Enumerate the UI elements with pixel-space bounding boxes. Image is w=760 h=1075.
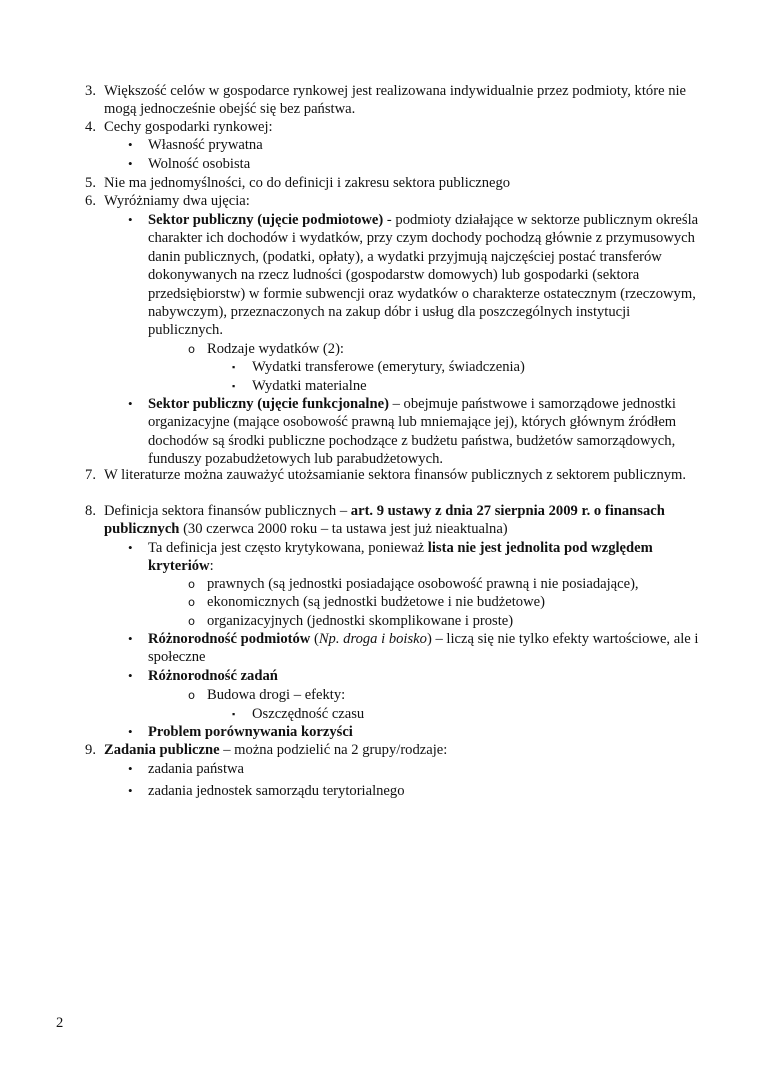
list-item-6a — [148, 211, 704, 340]
emphasis-text: Różnorodność zadań — [148, 668, 278, 684]
term-podmiotowe: Sektor publiczny (ujęcie podmiotowe) — [148, 212, 384, 228]
list-number: 6. — [85, 193, 96, 209]
list-item-8c1a: Oszczędność czasu — [252, 706, 365, 722]
list-item-8a3: organizacyjnych (jednostki skomplikowane i proste) — [207, 613, 514, 629]
definition-text: – obejmuje państwowe i samorządowe jednostki organizacyjne (mające osobowość prawną lub mniemające jej), których głównym źródłem dochodów są środki publiczne pochodzące z budżetu państwa, budżetów samorządowych, funduszy pozabudżetowych lub parabudżetowych. — [148, 396, 677, 468]
page-number: 2 — [56, 1015, 64, 1031]
list-number: 5. — [85, 175, 96, 191]
text-span: : — [209, 558, 214, 575]
emphasis-text: Problem porównywania korzyści — [148, 724, 353, 740]
circle-bullet-icon: o — [188, 614, 196, 628]
bullet-icon: • — [128, 137, 133, 152]
list-item-7: W literaturze można zauważyć utożsamianie sektora finansów publicznych z sektorem publicznym. — [104, 467, 687, 483]
bullet-icon: • — [128, 631, 133, 646]
list-item-8d — [148, 723, 704, 741]
list-item-8c — [148, 667, 704, 685]
list-item-3: Większość celów w gospodarce rynkowej jest realizowana indywidualnie przez podmioty, które nie mogą jednocześnie obejść się bez państwa. — [104, 83, 687, 118]
bullet-icon: • — [128, 156, 133, 171]
list-item-8b — [148, 630, 704, 667]
text-span: ) – liczą się nie tylko efekty wartościowe, ale i społeczne — [148, 631, 699, 666]
bullet-icon: • — [128, 783, 133, 798]
text-span: (30 czerwca 2000 roku – ta ustawa jest już nieaktualna) — [179, 521, 508, 538]
italic-text: Np. droga i boisko — [318, 631, 427, 647]
list-item-8 — [104, 502, 704, 539]
list-item-9a: zadania państwa — [148, 761, 245, 777]
list-item-6a-sub1: Wydatki transferowe (emerytury, świadczenia) — [252, 359, 525, 375]
bullet-icon: • — [128, 761, 133, 776]
bullet-icon: • — [128, 540, 133, 555]
circle-bullet-icon: o — [188, 577, 196, 591]
list-item-6a-sub2: Wydatki materialne — [252, 378, 367, 394]
emphasis-text: lista nie jest jednolita pod względem kryteriów — [148, 540, 653, 575]
circle-bullet-icon: o — [188, 688, 196, 702]
list-item-5: Nie ma jednomyślności, co do definicji i zakresu sektora publicznego — [104, 175, 511, 191]
text-span: Definicja sektora finansów publicznych – — [104, 503, 351, 519]
list-item-8a2: ekonomicznych (są jednostki budżetowe i nie budżetowe) — [207, 594, 545, 610]
legal-reference: art. 9 ustawy z dnia 27 sierpnia 2009 r. o finansach publicznych — [104, 503, 665, 538]
definition-text: - podmioty działające w sektorze publicznym określa charakter ich dochodów i wydatków, przy czym dochody pochodzą głównie z przymusowych danin publicznych, (podatki, opłaty), a wydatki przyjmują najczęściej postać transferów dokonywanych na rzecz ludności (gospodarstw domowych) lub gospodarki (sektora przedsiębiorstw) w formie subwencji oraz wydatków o charakterze ostatecznym (rzeczowym, nabywczym), przeznaczonych na zakup dóbr i usług dla poszczególnych instytucji publicznych. — [148, 212, 699, 339]
list-number: 7. — [85, 467, 96, 483]
list-number: 9. — [85, 742, 96, 758]
list-item-8a — [148, 539, 704, 576]
list-number: 4. — [85, 119, 96, 135]
list-number: 8. — [85, 503, 96, 519]
list-item-8a1: prawnych (są jednostki posiadające osobowość prawną i nie posiadające), — [207, 576, 639, 592]
text-span: ( — [310, 631, 319, 647]
square-bullet-icon: ▪ — [232, 381, 236, 391]
list-item-6: Wyróżniamy dwa ujęcia: — [104, 193, 250, 209]
list-item-8c1: Budowa drogi – efekty: — [207, 687, 346, 703]
text-span: Ta definicja jest często krytykowana, ponieważ — [148, 540, 428, 556]
square-bullet-icon: ▪ — [232, 362, 236, 372]
square-bullet-icon: ▪ — [232, 709, 236, 719]
bullet-icon: • — [128, 212, 133, 227]
list-item-6a-sub: Rodzaje wydatków (2): — [207, 341, 344, 357]
bullet-icon: • — [128, 396, 133, 411]
bullet-icon: • — [128, 724, 133, 739]
list-item-6b — [148, 395, 704, 469]
emphasis-text: Różnorodność podmiotów — [148, 631, 311, 647]
term-funkcjonalne: Sektor publiczny (ujęcie funkcjonalne) — [148, 396, 389, 412]
list-item-9b: zadania jednostek samorządu terytorialnego — [148, 783, 405, 799]
bullet-icon: • — [128, 668, 133, 683]
list-item-4: Cechy gospodarki rynkowej: — [104, 119, 273, 135]
text-span: – można podzielić na 2 grupy/rodzaje: — [219, 742, 448, 758]
emphasis-text: Zadania publiczne — [104, 742, 220, 758]
list-number: 3. — [85, 83, 96, 99]
circle-bullet-icon: o — [188, 595, 196, 609]
list-item-4b: Wolność osobista — [148, 156, 251, 172]
list-item-4a: Własność prywatna — [148, 137, 263, 153]
circle-bullet-icon: o — [188, 342, 196, 356]
list-item-9 — [104, 741, 704, 759]
